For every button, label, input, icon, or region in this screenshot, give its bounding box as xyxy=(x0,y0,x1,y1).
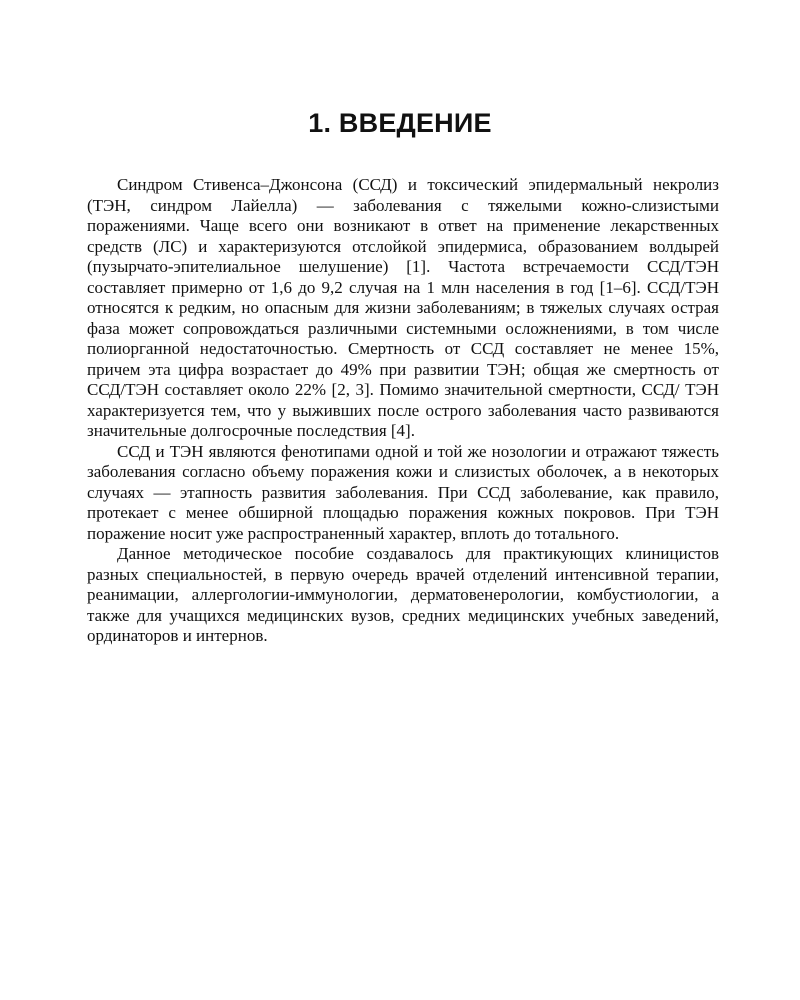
paragraph: Синдром Стивенса–Джонсона (ССД) и токсический эпидермальный некролиз (ТЭН, синдром Лайелла) — заболевания с тяжелыми кожно-слизистыми поражениями. Чаще всего они возникают в ответ на применение лекарственных средств (ЛС) и характеризуются отслойкой эпидермиса, образованием волдырей (пузырчато-эпителиальное шелушение) [1]. Частота встречаемости ССД/ТЭН составляет примерно от 1,6 до 9,2 случая на 1 млн населения в год [1–6]. ССД/ТЭН относятся к редким, но опасным для жизни заболеваниям; в тяжелых случаях острая фаза может сопровождаться различными системными осложнениями, в том числе полиорганной недостаточностью. Смертность от ССД составляет не менее 15%, причем эта цифра возрастает до 49% при развитии ТЭН; общая же смертность от ССД/ТЭН составляет около 22% [2, 3]. Помимо значительной смертности, ССД/ ТЭН характеризуется тем, что у выживших после острого заболевания часто развиваются значительные долгосрочные последствия [4]. xyxy=(87,175,719,440)
section-heading: 1. ВВЕДЕНИЕ xyxy=(308,108,492,138)
paragraph: Данное методическое пособие создавалось для практикующих клиницистов разных специальностей, в первую очередь врачей отделений интенсивной терапии, реанимации, аллергологии-иммунологии, дерматовенерологии, комбустиологии, а также для учащихся медицинских вузов, средних медицинских учебных заведений, ординаторов и интернов. xyxy=(87,544,719,645)
section-body xyxy=(87,175,719,647)
paragraph: ССД и ТЭН являются фенотипами одной и той же нозологии и отражают тяжесть заболевания согласно объему поражения кожи и слизистых оболочек, а в некоторых случаях — этапность развития заболевания. При ССД заболевание, как правило, протекает с менее обширной площадью поражения кожных покровов. При ТЭН поражение носит уже распространенный характер, вплоть до тотального. xyxy=(87,441,719,543)
